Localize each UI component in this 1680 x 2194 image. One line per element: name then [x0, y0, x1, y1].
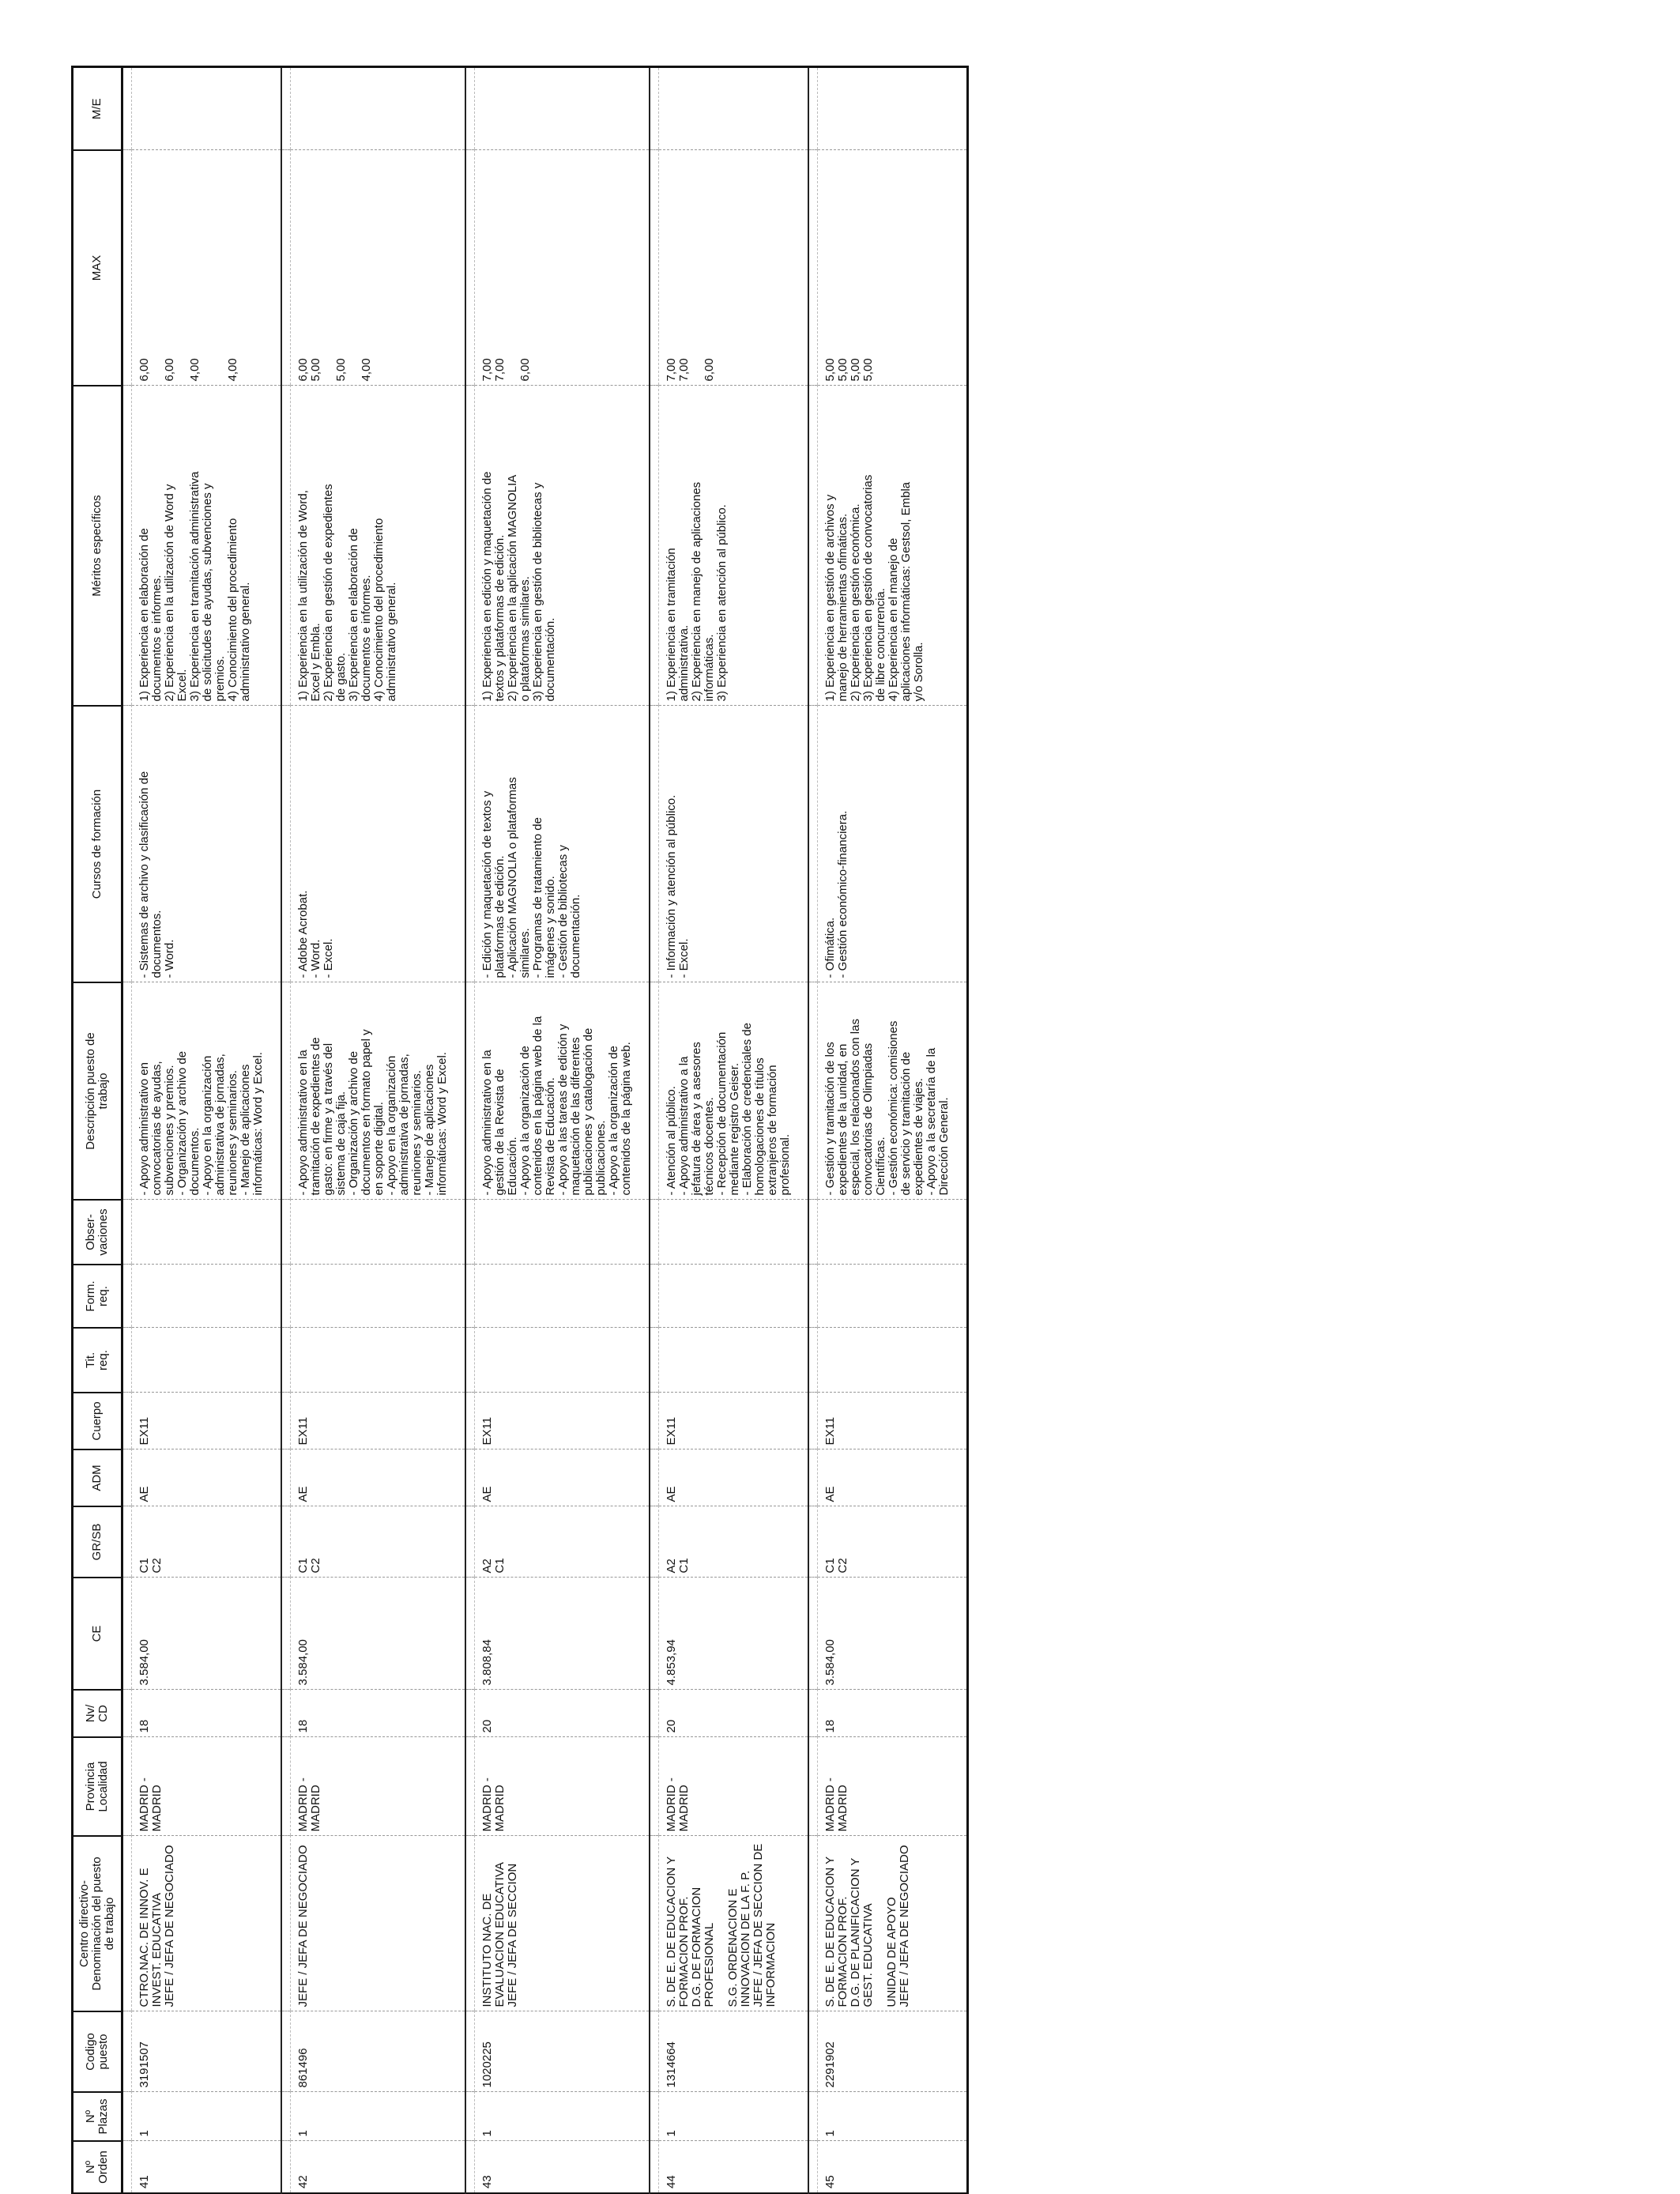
cell-provincia: MADRID - MADRID: [291, 1737, 466, 1836]
cell-form: [291, 1265, 466, 1328]
cell-ce: 4.853,94: [659, 1578, 809, 1690]
row-spacer: [465, 67, 475, 2193]
header-max: MAX: [73, 150, 122, 386]
cell-tit: [818, 1328, 968, 1393]
spacer-cell: [808, 150, 818, 386]
cell-ce: 3.808,84: [475, 1578, 650, 1690]
cell-codigo: 861496: [291, 2011, 466, 2092]
spacer-cell: [122, 1265, 132, 1328]
cell-tit: [475, 1328, 650, 1393]
spacer-cell: [465, 1578, 475, 1690]
spacer-cell: [122, 1393, 132, 1449]
spacer-cell: [808, 1690, 818, 1737]
cell-plazas: 1: [132, 2092, 282, 2141]
cell-cuerpo: EX11: [291, 1393, 466, 1449]
cell-max: 6,00 5,00 5,00 4,00: [291, 150, 466, 386]
header-nivel: Nv/ CD: [73, 1690, 122, 1737]
spacer-cell: [808, 1737, 818, 1836]
spacer-cell: [650, 386, 659, 706]
spacer-cell: [465, 2092, 475, 2141]
spacer-cell: [122, 1449, 132, 1506]
spacer-cell: [650, 1200, 659, 1265]
spacer-cell: [465, 2141, 475, 2193]
cell-form: [132, 1265, 282, 1328]
header-row: [73, 67, 122, 2193]
header-orden: Nº Orden: [73, 2141, 122, 2193]
header-descripcion: Descripción puesto de trabajo: [73, 982, 122, 1200]
cell-obs: [818, 1200, 968, 1265]
cell-cursos: - Información y atención al público. - Excel.: [659, 706, 809, 982]
cell-orden: 44: [659, 2141, 809, 2193]
spacer-cell: [122, 706, 132, 982]
cell-descripcion: - Atención al público. - Apoyo administrativo a la jefatura de área y a asesores técnicos docentes. - Recepción de documentación mediante registro Geiser. - Elaboración de credenciales de homologaciones de títulos extranjeros de formación profesional.: [659, 982, 809, 1200]
spacer-cell: [281, 1449, 291, 1506]
spacer-cell: [122, 2141, 132, 2193]
spacer-cell: [122, 982, 132, 1200]
spacer-cell: [122, 2092, 132, 2141]
spacer-cell: [650, 1737, 659, 1836]
cell-meritos: 1) Experiencia en gestión de archivos y manejo de herramientas ofimáticas. 2) Experiencia en gestión económica. 3) Experiencia en gestión de convocatorias de libre concurrencia. 4) Experiencia en el manejo de aplicaciones informáticas: Gestsol, Embla y/o Sorolla.: [818, 386, 968, 706]
spacer-cell: [465, 2011, 475, 2092]
cell-form: [659, 1265, 809, 1328]
cell-tit: [291, 1328, 466, 1393]
spacer-cell: [650, 1836, 659, 2011]
spacer-cell: [281, 2092, 291, 2141]
spacer-cell: [122, 1328, 132, 1393]
cell-cursos: - Ofimática. - Gestión económico-financiera.: [818, 706, 968, 982]
spacer-cell: [122, 150, 132, 386]
spacer-cell: [122, 386, 132, 706]
spacer-cell: [281, 706, 291, 982]
cell-nivel: 18: [132, 1690, 282, 1737]
cell-codigo: 3191507: [132, 2011, 282, 2092]
cell-cuerpo: EX11: [818, 1393, 968, 1449]
centro-block: S.G. ORDENACION E INNOVACION DE LA F. P. JEFE / JEFA DE SECCION DE INFORMACION: [726, 1843, 778, 2007]
header-meritos: Méritos específicos: [73, 386, 122, 706]
spacer-cell: [465, 1393, 475, 1449]
centro-block: JEFE / JEFA DE NEGOCIADO: [296, 1845, 310, 2007]
spacer-cell: [465, 1200, 475, 1265]
cell-orden: 43: [475, 2141, 650, 2193]
centro-block: INSTITUTO NAC. DE EVALUACION EDUCATIVA JEFE / JEFA DE SECCION: [480, 1862, 519, 2007]
cell-adm: AE: [291, 1449, 466, 1506]
spacer-cell: [650, 1690, 659, 1737]
cell-tit: [132, 1328, 282, 1393]
row-spacer: [808, 67, 818, 2193]
spacer-cell: [281, 1265, 291, 1328]
cell-plazas: 1: [659, 2092, 809, 2141]
centro-block: UNIDAD DE APOYO JEFE / JEFA DE NEGOCIADO: [885, 1845, 911, 2007]
cell-centro: [132, 1836, 282, 2011]
spacer-cell: [650, 1449, 659, 1506]
cell-cuerpo: EX11: [475, 1393, 650, 1449]
cell-adm: AE: [818, 1449, 968, 1506]
cell-form: [475, 1265, 650, 1328]
cell-ce: 3.584,00: [132, 1578, 282, 1690]
header-cursos: Cursos de formación: [73, 706, 122, 982]
cell-grupo: C1 C2: [818, 1506, 968, 1578]
spacer-cell: [808, 2092, 818, 2141]
cell-descripcion: - Apoyo administrativo en la gestión de la Revista de Educación. - Apoyo a la organización de contenidos en la página web de la Revista de Educación. - Apoyo a las tareas de edición y maquetación de las diferentes publicaciones y catalogación de publicaciones. - Apoyo a la organización de contenidos de la página web.: [475, 982, 650, 1200]
spacer-cell: [650, 2092, 659, 2141]
cell-me: [291, 67, 466, 150]
spacer-cell: [465, 982, 475, 1200]
cell-tit: [659, 1328, 809, 1393]
cell-adm: AE: [132, 1449, 282, 1506]
cell-grupo: A2 C1: [475, 1506, 650, 1578]
spacer-cell: [650, 2011, 659, 2092]
cell-orden: 42: [291, 2141, 466, 2193]
cell-cursos: - Adobe Acrobat. - Word. - Excel.: [291, 706, 466, 982]
spacer-cell: [808, 706, 818, 982]
spacer-cell: [122, 67, 132, 150]
header-grupo: GR/SB: [73, 1506, 122, 1578]
spacer-cell: [281, 1578, 291, 1690]
cell-orden: 41: [132, 2141, 282, 2193]
cell-meritos: 1) Experiencia en tramitación administrativa. 2) Experiencia en manejo de aplicaciones informáticas. 3) Experiencia en atención al público.: [659, 386, 809, 706]
cell-obs: [132, 1200, 282, 1265]
cell-obs: [659, 1200, 809, 1265]
cell-cuerpo: EX11: [659, 1393, 809, 1449]
spacer-cell: [281, 150, 291, 386]
cell-nivel: 20: [659, 1690, 809, 1737]
cell-me: [132, 67, 282, 150]
header-titulacion: Tit. req.: [73, 1328, 122, 1393]
spacer-cell: [465, 386, 475, 706]
spacer-cell: [650, 1578, 659, 1690]
cell-provincia: MADRID - MADRID: [659, 1737, 809, 1836]
spacer-cell: [808, 1836, 818, 2011]
header-plazas: Nº Plazas: [73, 2092, 122, 2141]
cell-form: [818, 1265, 968, 1328]
cell-ce: 3.584,00: [818, 1578, 968, 1690]
spacer-cell: [808, 2011, 818, 2092]
cell-max: 7,00 7,00 6,00: [659, 150, 809, 386]
row-spacer: [650, 67, 659, 2193]
header-observaciones: Obser- vaciones: [73, 1200, 122, 1265]
header-me: M/E: [73, 67, 122, 150]
cell-centro: [475, 1836, 650, 2011]
cell-meritos: 1) Experiencia en la utilización de Word, Excel y Embla. 2) Experiencia en gestión de expedientes de gasto. 3) Experiencia en elaboración de documentos e informes. 4) Conocimiento del procedimiento administrativo general.: [291, 386, 466, 706]
spacer-cell: [650, 1328, 659, 1393]
spacer-cell: [281, 1690, 291, 1737]
cell-max: 5,00 5,00 5,00 5,00: [818, 150, 968, 386]
spacer-cell: [122, 1737, 132, 1836]
cell-plazas: 1: [291, 2092, 466, 2141]
cell-me: [818, 67, 968, 150]
spacer-cell: [808, 1506, 818, 1578]
header-ce: CE: [73, 1578, 122, 1690]
header-centro: Centro directivo- Denominación del puesto de trabajo: [73, 1836, 122, 2011]
header-cuerpo: Cuerpo: [73, 1393, 122, 1449]
cell-descripcion: - Apoyo administrativo en convocatorias de ayudas, subvenciones y premios. - Organización y archivo de documentos. - Apoyo en la organización administrativa de jornadas, reuniones y seminarios. - Manejo de aplicaciones informáticas: Word y Excel.: [132, 982, 282, 1200]
cell-meritos: 1) Experiencia en elaboración de documentos e informes. 2) Experiencia en la utilización de Word y Excel. 3) Experiencia en tramitación administrativa de solicitudes de ayudas, subvenciones y premios. 4) Conocimiento del procedimiento administrativo general.: [132, 386, 282, 706]
spacer-cell: [281, 1836, 291, 2011]
cell-descripcion: - Apoyo administrativo en la tramitación de expedientes de gasto: en firme y a través del sistema de caja fija. - Organización y archivo de documentos en formato papel y en soporte digital. - Apoyo en la organización administrativa de jornadas, reuniones y seminarios. - Manejo de aplicaciones informáticas: Word y Excel.: [291, 982, 466, 1200]
spacer-cell: [465, 1506, 475, 1578]
spacer-cell: [650, 2141, 659, 2193]
cell-plazas: 1: [475, 2092, 650, 2141]
table-row: [132, 67, 282, 2193]
spacer-cell: [122, 1690, 132, 1737]
cell-cuerpo: EX11: [132, 1393, 282, 1449]
row-spacer: [281, 67, 291, 2193]
cell-provincia: MADRID - MADRID: [475, 1737, 650, 1836]
spacer-cell: [650, 1265, 659, 1328]
header-formacion: Form. req.: [73, 1265, 122, 1328]
header-adm: ADM: [73, 1449, 122, 1506]
cell-obs: [291, 1200, 466, 1265]
spacer-cell: [808, 1200, 818, 1265]
centro-block: CTRO.NAC. DE INNOV. E INVEST. EDUCATIVA JEFE / JEFA DE NEGOCIADO: [137, 1845, 176, 2007]
spacer-cell: [122, 1200, 132, 1265]
spacer-cell: [808, 1328, 818, 1393]
spacer-cell: [281, 1200, 291, 1265]
header-provincia: Provincia Localidad: [73, 1737, 122, 1836]
spacer-cell: [650, 1506, 659, 1578]
cell-codigo: 2291902: [818, 2011, 968, 2092]
spacer-cell: [808, 1265, 818, 1328]
cell-me: [659, 67, 809, 150]
spacer-cell: [465, 1449, 475, 1506]
spacer-cell: [465, 1836, 475, 2011]
spacer-cell: [281, 386, 291, 706]
centro-block: S. DE E. DE EDUCACION Y FORMACION PROF. D.G. DE FORMACION PROFESIONAL: [665, 1856, 716, 2007]
spacer-cell: [122, 1836, 132, 2011]
cell-provincia: MADRID - MADRID: [132, 1737, 282, 1836]
table-row: [659, 67, 809, 2193]
spacer-cell: [465, 150, 475, 386]
spacer-cell: [650, 706, 659, 982]
spacer-cell: [281, 1506, 291, 1578]
cell-grupo: A2 C1: [659, 1506, 809, 1578]
spacer-cell: [281, 1328, 291, 1393]
cell-cursos: - Sistemas de archivo y clasificación de documentos. - Word.: [132, 706, 282, 982]
cell-nivel: 20: [475, 1690, 650, 1737]
spacer-cell: [650, 982, 659, 1200]
spacer-cell: [465, 1265, 475, 1328]
spacer-cell: [281, 2011, 291, 2092]
spacer-cell: [281, 67, 291, 150]
cell-cursos: - Edición y maquetación de textos y plataformas de edición. - Aplicación MAGNOLIA o plataformas similares. - Programas de tratamiento de imágenes y sonido. - Gestión de bibliotecas y documentación.: [475, 706, 650, 982]
cell-max: 7,00 7,00 6,00: [475, 150, 650, 386]
cell-ce: 3.584,00: [291, 1578, 466, 1690]
spacer-cell: [808, 1578, 818, 1690]
spacer-cell: [281, 1393, 291, 1449]
cell-adm: AE: [659, 1449, 809, 1506]
spacer-cell: [650, 150, 659, 386]
cell-nivel: 18: [291, 1690, 466, 1737]
spacer-cell: [808, 1393, 818, 1449]
spacer-cell: [808, 2141, 818, 2193]
table-body: [122, 67, 968, 2193]
cell-provincia: MADRID - MADRID: [818, 1737, 968, 1836]
spacer-cell: [122, 1578, 132, 1690]
cell-nivel: 18: [818, 1690, 968, 1737]
cell-me: [475, 67, 650, 150]
spacer-cell: [122, 1506, 132, 1578]
table-row: [475, 67, 650, 2193]
spacer-cell: [650, 1393, 659, 1449]
cell-descripcion: - Gestión y tramitación de los expedientes de la unidad, en especial, los relacionados con las convocatorias de Olimpiadas Científicas. - Gestión económica: comisiones de servicio y tramitación de expedientes de viajes. - Apoyo a la secretaría de la Dirección General.: [818, 982, 968, 1200]
cell-grupo: C1 C2: [291, 1506, 466, 1578]
spacer-cell: [808, 982, 818, 1200]
cell-obs: [475, 1200, 650, 1265]
spacer-cell: [465, 1328, 475, 1393]
spacer-cell: [465, 706, 475, 982]
cell-grupo: C1 C2: [132, 1506, 282, 1578]
spacer-cell: [808, 67, 818, 150]
spacer-cell: [808, 386, 818, 706]
cell-orden: 45: [818, 2141, 968, 2193]
spacer-cell: [465, 67, 475, 150]
row-spacer: [122, 67, 132, 2193]
spacer-cell: [281, 2141, 291, 2193]
cell-plazas: 1: [818, 2092, 968, 2141]
table-row: [291, 67, 466, 2193]
spacer-cell: [281, 982, 291, 1200]
header-codigo: Codigo puesto: [73, 2011, 122, 2092]
rotated-page: [71, 68, 1596, 2194]
cell-codigo: 1314664: [659, 2011, 809, 2092]
spacer-cell: [281, 1737, 291, 1836]
cell-codigo: 1020225: [475, 2011, 650, 2092]
cell-meritos: 1) Experiencia en edición y maquetación de textos y plataformas de edición. 2) Experiencia en la aplicación MAGNOLIA o plataformas similares. 3) Experiencia en gestión de bibliotecas y documentación.: [475, 386, 650, 706]
cell-centro: [291, 1836, 466, 2011]
job-vacancies-table: [71, 66, 969, 2194]
cell-centro: [659, 1836, 809, 2011]
table-row: [818, 67, 968, 2193]
spacer-cell: [465, 1737, 475, 1836]
spacer-cell: [808, 1449, 818, 1506]
cell-centro: [818, 1836, 968, 2011]
spacer-cell: [465, 1690, 475, 1737]
spacer-cell: [650, 67, 659, 150]
spacer-cell: [122, 2011, 132, 2092]
centro-block: S. DE E. DE EDUCACION Y FORMACION PROF. D.G. DE PLANIFICACION Y GEST. EDUCATIVA: [823, 1856, 875, 2007]
cell-adm: AE: [475, 1449, 650, 1506]
cell-max: 6,00 6,00 4,00 4,00: [132, 150, 282, 386]
